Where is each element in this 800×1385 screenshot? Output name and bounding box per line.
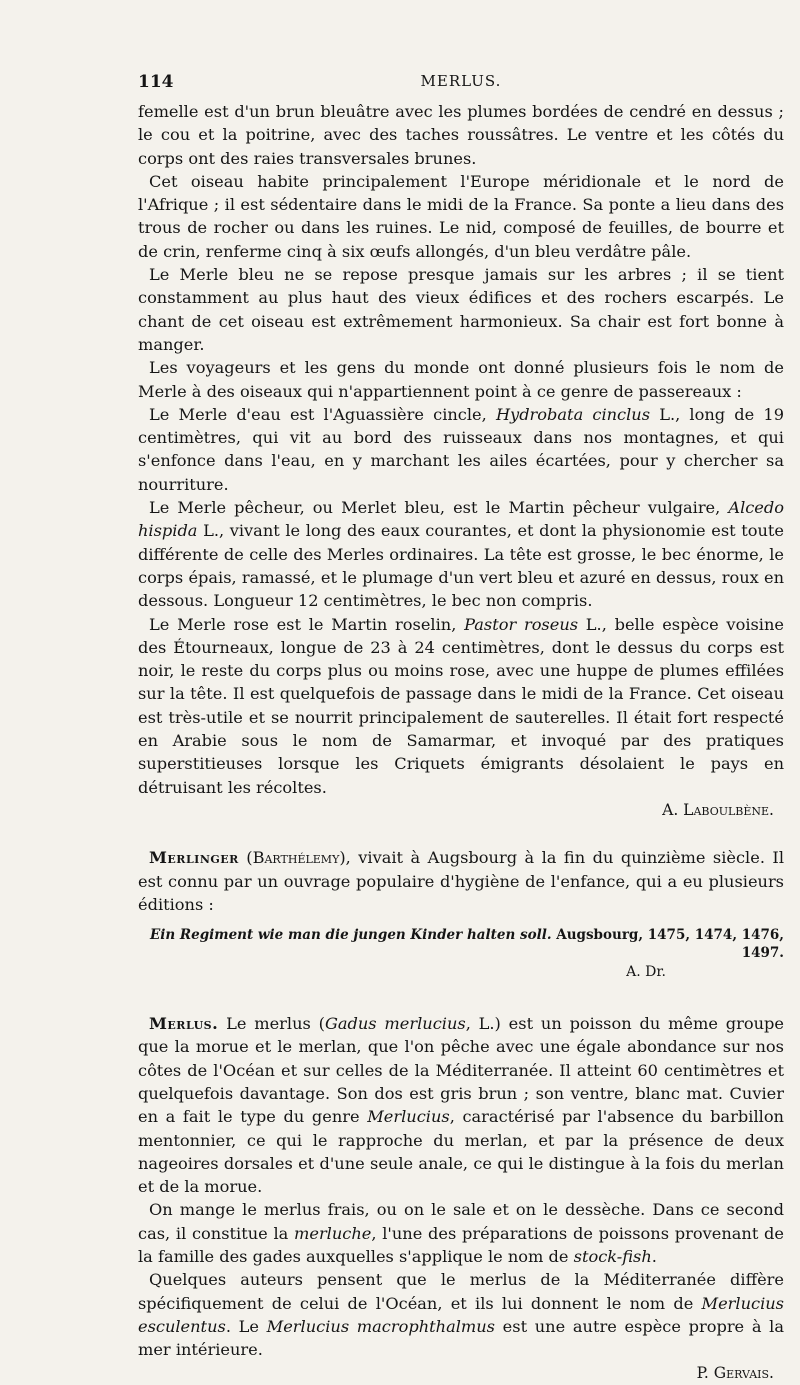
scientific-name: Merlucius esculentus [138, 1293, 784, 1336]
bibliography-title: Ein Regiment wie man die jungen Kinder halten soll. [149, 927, 552, 944]
text-run: Le merlus ( [218, 1014, 325, 1034]
merle-paragraph-5 [138, 403, 784, 496]
entry-headword: Merlus. [149, 1014, 219, 1034]
scientific-name: Hydrobata cinclus [495, 404, 651, 424]
text-run: On mange le merlus frais, ou on le sale et on le dessèche. Dans ce second cas, il constitue la [138, 1200, 784, 1243]
merlus-paragraph-3 [138, 1268, 784, 1361]
italic-term: stock-fish [573, 1247, 652, 1267]
scientific-name: Merlucius macrophthalmus [266, 1316, 495, 1336]
italic-term: merluche [294, 1223, 372, 1243]
merle-paragraph-3: Le Merle bleu ne se repose presque jamais sur les arbres ; il se tient constamment au plus haut des vieux édifices et des rochers escarpés. Le chant de cet oiseau est extrêmement harmonieux. Sa chair est fort bonne à manger. [138, 265, 784, 354]
section-gap [138, 822, 784, 846]
merle-paragraph-7 [138, 613, 784, 799]
text-run: . [651, 1247, 657, 1267]
scientific-name: Gadus merlucius [324, 1014, 466, 1034]
text-run: Quelques auteurs pensent que le merlus de la Méditerranée diffère spécifiquement de celui de l'Océan, et ils lui donnent le nom de [138, 1270, 784, 1313]
merle-paragraph-1: femelle est d'un brun bleuâtre avec les plumes bordées de cendré en dessus ; le cou et la poitrine, avec des taches roussâtres. Le ventre et les côtés du corps ont des raies transversales brunes. [138, 102, 784, 168]
scientific-name: Merlucius [367, 1107, 450, 1127]
merle-paragraph-4: Les voyageurs et les gens du monde ont donné plusieurs fois le nom de Merle à des oiseaux qui n'appartiennent point à ce genre de passereaux : [138, 358, 784, 401]
scientific-name: Alcedo hispida [138, 498, 784, 541]
scientific-name: Pastor roseus [464, 614, 579, 634]
text-run: Le Merle d'eau est l'Aguassière cincle, [149, 404, 496, 424]
running-title: MERLUS. [420, 72, 502, 90]
text-block [138, 100, 784, 1385]
merlus-paragraph-2 [138, 1198, 784, 1268]
text-run: , l'une des préparations de poissons provenant de la famille des gades auxquelles s'applique le nom de [138, 1223, 784, 1267]
entry-given-name: (Barthélemy) [238, 848, 346, 868]
text-run: L., long de 19 centimètres, qui vit au bord des ruisseaux dans nos montagnes, et qui s'enfonce dans l'eau, en y marchant les ailes écartées, pour y chercher sa nourriture. [138, 404, 784, 494]
author-signature: P. Gervais. [696, 1363, 774, 1382]
merle-paragraph-2: Cet oiseau habite principalement l'Europe méridionale et le nord de l'Afrique ; il est sédentaire dans le midi de la France. Sa ponte a lieu dans des trous de rocher ou dans les ruines. Le nid, composé de feuilles, de bourre et de crin, renferme cinq à six œufs allongés, d'un bleu verdâtre pâle. [138, 171, 784, 261]
text-run: . Le [225, 1316, 267, 1336]
merlinger-bibliography [138, 926, 784, 962]
entry-headword: Merlinger [149, 848, 239, 868]
section-gap [138, 982, 784, 1012]
text-run: est une autre espèce propre à la mer intérieure. [138, 1316, 784, 1360]
text-run: , caractérisé par l'absence du barbillon mentonnier, ce qui le rapproche du merlan, et par la présence de deux nageoires dorsales et d'une seule anale, ce qui le distingue à la fois du merlan et de la morue. [138, 1107, 784, 1197]
merle-signature [138, 799, 774, 822]
merle-paragraph-6 [138, 496, 784, 612]
merlinger-signature: A. Dr. [626, 964, 666, 981]
text-run: Le Merle pêcheur, ou Merlet bleu, est le Martin pêcheur vulgaire, [149, 498, 729, 518]
merlinger-entry [138, 846, 784, 916]
text-run: L., vivant le long des eaux courantes, et dont la physionomie est toute différente de celle des Merles ordinaires. La tête est grosse, le bec énorme, le corps épais, ramassé, et le plumage d'un vert bleu et azuré en dessus, roux en dessous. Longueur 12 centimètres, le bec non compris. [138, 521, 784, 611]
text-run: Le Merle rose est le Martin roselin, [149, 614, 465, 634]
merlus-paragraph-1 [138, 1012, 784, 1198]
author-signature: A. Laboulbène. [662, 800, 774, 819]
page-number: 114 [138, 72, 174, 92]
text-run: , vivait à Augsbourg à la fin du quinzième siècle. Il est connu par un ouvrage populaire d'hygiène de l'enfance, qui a eu plusieurs éditions : [138, 848, 784, 914]
running-head [138, 72, 784, 96]
bibliography-publication: Augsbourg, 1475, 1474, 1476, 1497. [551, 927, 784, 962]
text-run: L., belle espèce voisine des Étourneaux, longue de 23 à 24 centimètres, dont le dessus du corps est noir, le reste du corps plus ou moins rose, avec une huppe de plumes effilées sur la tête. Il est quelquefois de passage dans le midi de la France. Cet oiseau est très-utile et se nourrit principalement de sauterelles. Il était fort respecté en Arabie sous le nom de Samarmar, et invoqué par des pratiques superstitieuses lorsque les Criquets émigrants désolaient le pays en détruisant les récoltes. [138, 614, 784, 797]
merlus-signature [138, 1362, 774, 1385]
text-run: , L.) est un poisson du même groupe que la morue et le merlan, que l'on pêche avec une égale abondance sur nos côtes de l'Océan et sur celles de la Méditerranée. Il atteint 60 centimètres et quelquefois davantage. Son dos est gris brun ; son ventre, blanc mat. Cuvier en a fait le type du genre [138, 1014, 784, 1127]
